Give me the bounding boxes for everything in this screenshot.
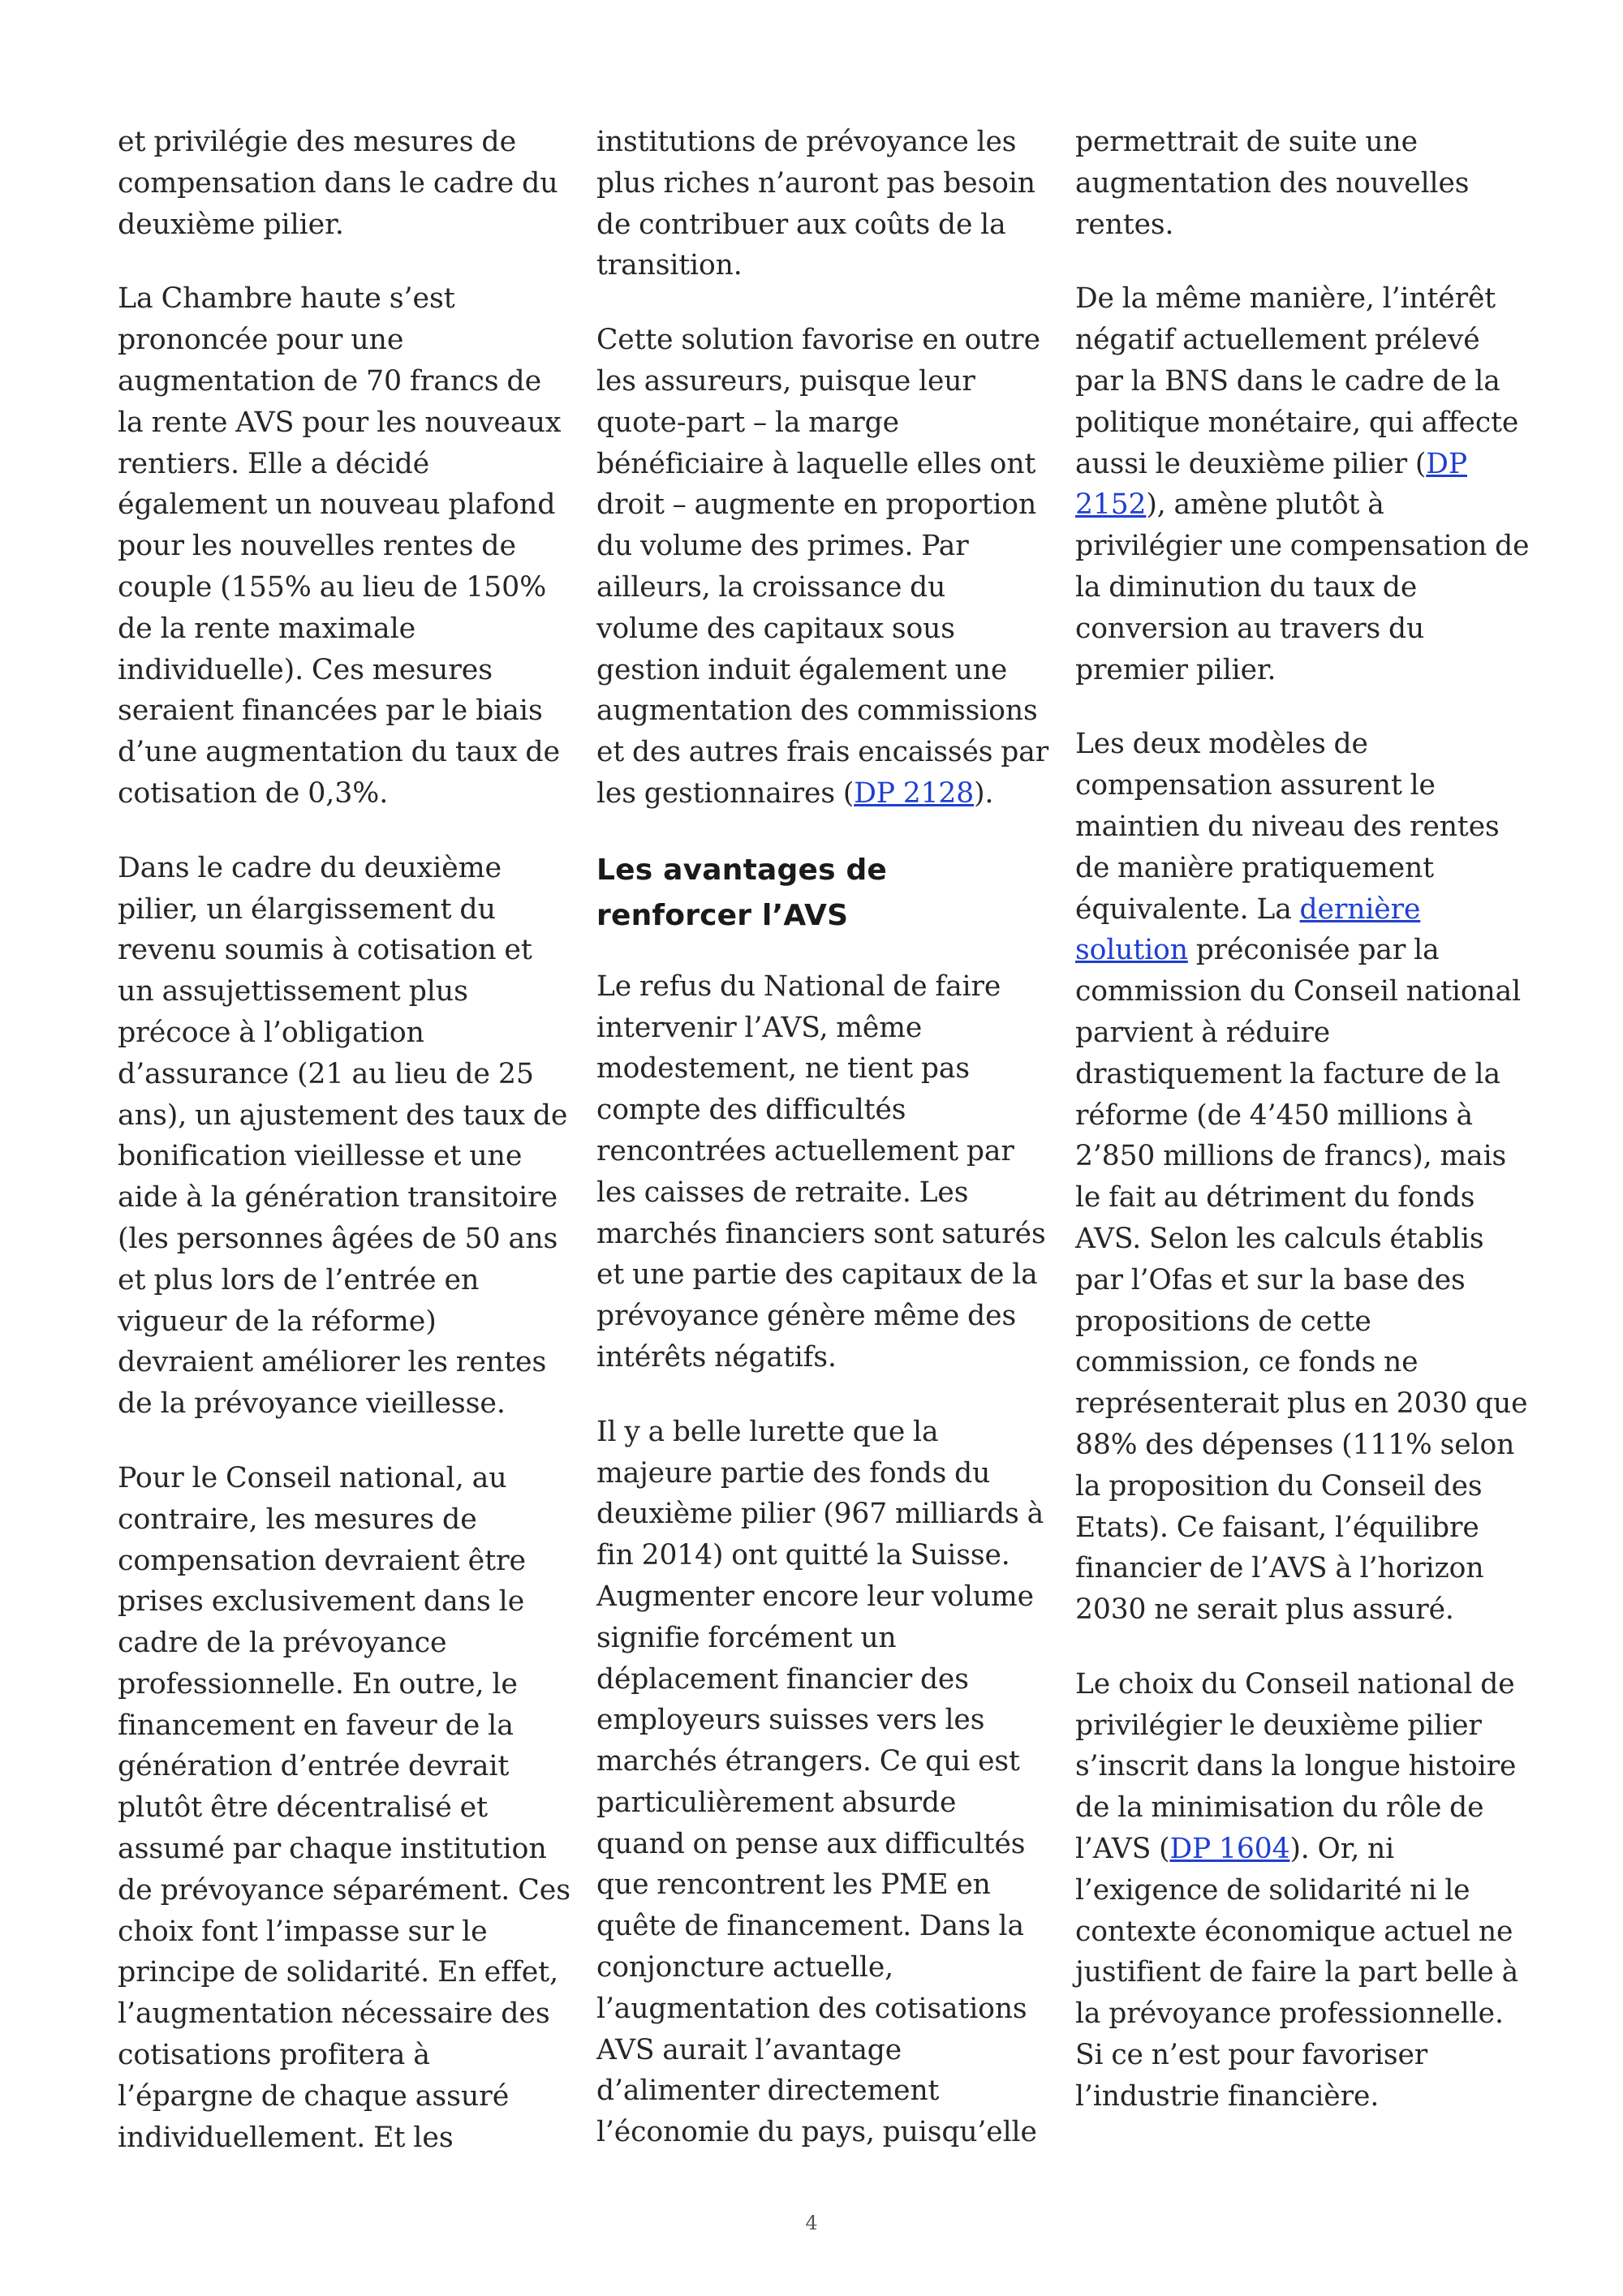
paragraph <box>1075 724 1530 1631</box>
paragraph: Dans le cadre du deuxième pilier, un élargissement du revenu soumis à cotisation et un assujettissement plus précoce à l’obligation d’assurance (21 au lieu de 25 ans), un ajustement des taux de bonification vieillesse et une aide à la génération transitoire (les personnes âgées de 50 ans et plus lors de l’entrée en vigueur de la réforme) devraient améliorer les rentes de la prévoyance vieillesse. <box>118 851 568 1421</box>
paragraph-text: ). <box>974 776 994 810</box>
paragraph: Pour le Conseil national, au contraire, les mesures de compensation devraient être prises exclusivement dans le cadre de la prévoyance professionnelle. En outre, le financement en faveur de la génération d’entrée devrait plutôt être décentralisé et assumé par chaque institution de prévoyance séparément. Ces choix font l’impasse sur le principe de solidarité. En effet, l’augmentation nécessaire des cotisations profitera à l’épargne de chaque assuré individuellement. Et les <box>118 1461 570 2154</box>
link-dp-1604[interactable]: DP 1604 <box>1169 1833 1290 1866</box>
paragraph-text: Les deux modèles de compensation assurent le maintien du niveau des rentes de manière pratiquement équivalente. La <box>1075 728 1500 926</box>
link-dp-2128[interactable]: DP 2128 <box>854 776 975 810</box>
paragraph-text: Cette solution favorise en outre les assureurs, puisque leur quote-part – la marge bénéficiaire à laquelle elles ont droit – augmente en proportion du volume des primes. Par ailleurs, la croissance du volume des capitaux sous gestion induit également une augmentation des commissions et des autres frais encaissés par les gestionnaires ( <box>596 324 1049 810</box>
paragraph: Il y a belle lurette que la majeure partie des fonds du deuxième pilier (967 milliards à fin 2014) ont quitté la Suisse. Augmenter encore leur volume signifie forcément un déplacement financier des employeurs suisses vers les marchés étrangers. Ce qui est particulièrement absurde quand on pense aux difficultés que rencontrent les PME en quête de financement. Dans la conjoncture actuelle, l’augmentation des cotisations AVS aurait l’avantage d’alimenter directement l’économie du pays, puisqu’elle <box>596 1415 1044 2149</box>
paragraph-text: ), amène plutôt à privilégier une compensation de la diminution du taux de conversion au travers du premier pilier. <box>1075 488 1530 686</box>
paragraph <box>1075 278 1530 690</box>
paragraph: La Chambre haute s’est prononcée pour une augmentation de 70 francs de la rente AVS pour les nouveaux rentiers. Elle a décidé également un nouveau plafond pour les nouvelles rentes de couple (155% au lieu de 150% de la rente maximale individuelle). Ces mesures seraient financées par le biais d’une augmentation du taux de cotisation de 0,3%. <box>118 282 562 810</box>
paragraph-text: ). Or, ni l’exigence de solidarité ni le contexte économique actuel ne justifient de faire la part belle à la prévoyance professionnelle. Si ce n’est pour favoriser l’industrie financière. <box>1075 1833 1519 2113</box>
paragraph: et privilégie des mesures de compensation dans le cadre du deuxième pilier. <box>118 126 558 241</box>
paragraph <box>596 320 1051 815</box>
column-3 <box>1075 122 1530 2151</box>
section-heading: Les avantages de renforcer l’AVS <box>596 853 888 932</box>
paragraph <box>1075 1664 1530 2118</box>
link-dp-2152[interactable]: DP 2152 <box>1075 447 1467 522</box>
column-2 <box>596 122 1051 2186</box>
paragraph-text: De la même manière, l’intérêt négatif actuellement prélevé par la BNS dans le cadre de la politique monétaire, qui affecte aussi le deuxième pilier ( <box>1075 282 1519 480</box>
page-number: 4 <box>805 2212 818 2234</box>
paragraph: permettrait de suite une augmentation des nouvelles rentes. <box>1075 126 1470 241</box>
paragraph-text: Le choix du Conseil national de privilégier le deuxième pilier s’inscrit dans la longue histoire de la minimisation du rôle de l’AVS ( <box>1075 1667 1517 1866</box>
paragraph-text: préconisée par la commission du Conseil national parvient à réduire drastiquement la facture de la réforme (de 4’450 millions à 2’850 millions de francs), mais le fait au détriment du fonds AVS. Selon les calculs établis par l’Ofas et sur la base des propositions de cette commission, ce fonds ne représenterait plus en 2030 que 88% des dépenses (111% selon la proposition du Conseil des Etats). Ce faisant, l’équilibre financier de l’AVS à l’horizon 2030 ne serait plus assuré. <box>1075 934 1528 1627</box>
paragraph: Le refus du National de faire intervenir l’AVS, même modestement, ne tient pas compte des difficultés rencontrées actuellement par les caisses de retraite. Les marchés financiers sont saturés et une partie des capitaux de la prévoyance génère même des intérêts négatifs. <box>596 970 1046 1374</box>
paragraph: institutions de prévoyance les plus riches n’auront pas besoin de contribuer aux coûts de la transition. <box>596 126 1035 282</box>
link-derniere-solution[interactable]: dernière solution <box>1075 892 1421 967</box>
column-1 <box>118 122 572 2191</box>
